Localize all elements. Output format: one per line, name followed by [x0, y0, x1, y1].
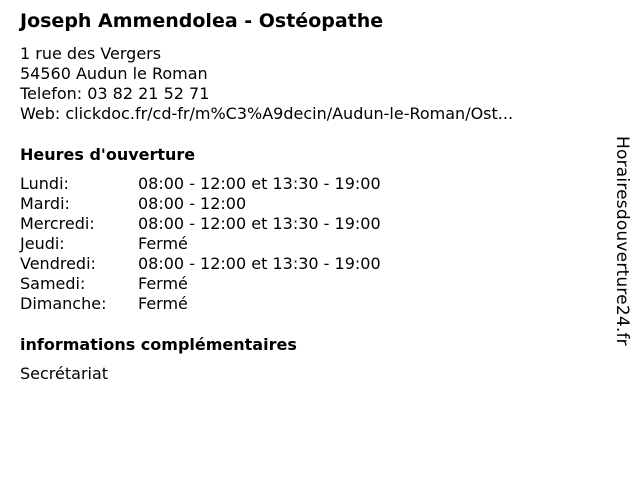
day-label: Mercredi:: [20, 214, 95, 233]
hours-row-monday: [20, 174, 381, 194]
website-link-text[interactable]: Web: clickdoc.fr/cd-fr/m%C3%A9decin/Audun-le-Roman/Ost...: [20, 104, 514, 123]
street-address: 1 rue des Vergers: [20, 44, 162, 63]
hours-row-thursday: [20, 234, 381, 254]
day-label: Mardi:: [20, 194, 70, 213]
opening-hours-table: [20, 174, 381, 314]
hours-row-friday: [20, 254, 381, 274]
hours-row-saturday: [20, 274, 381, 294]
day-hours: Fermé: [138, 234, 188, 253]
hours-row-sunday: [20, 294, 381, 314]
day-hours: 08:00 - 12:00 et 13:30 - 19:00: [138, 254, 381, 273]
site-watermark: Horairesdouverture24.fr: [612, 136, 632, 346]
day-label: Samedi:: [20, 274, 86, 293]
website-link[interactable]: [20, 104, 513, 124]
day-label: Dimanche:: [20, 294, 107, 313]
day-hours: 08:00 - 12:00 et 13:30 - 19:00: [138, 214, 381, 233]
day-hours: Fermé: [138, 274, 188, 293]
city-address: 54560 Audun le Roman: [20, 64, 208, 83]
address-block: [20, 44, 513, 124]
day-label: Vendredi:: [20, 254, 96, 273]
day-hours: 08:00 - 12:00 et 13:30 - 19:00: [138, 174, 381, 193]
day-hours: 08:00 - 12:00: [138, 194, 247, 213]
additional-info-text: Secrétariat: [20, 364, 109, 383]
phone-number[interactable]: Telefon: 03 82 21 52 71: [20, 84, 210, 103]
page-title: Joseph Ammendolea - Ostéopathe: [20, 10, 384, 32]
hours-row-wednesday: [20, 214, 381, 234]
hours-row-tuesday: [20, 194, 381, 214]
day-label: Lundi:: [20, 174, 69, 193]
additional-info-heading: informations complémentaires: [20, 335, 297, 354]
day-label: Jeudi:: [20, 234, 65, 253]
day-hours: Fermé: [138, 294, 188, 313]
opening-hours-heading: Heures d'ouverture: [20, 145, 196, 164]
